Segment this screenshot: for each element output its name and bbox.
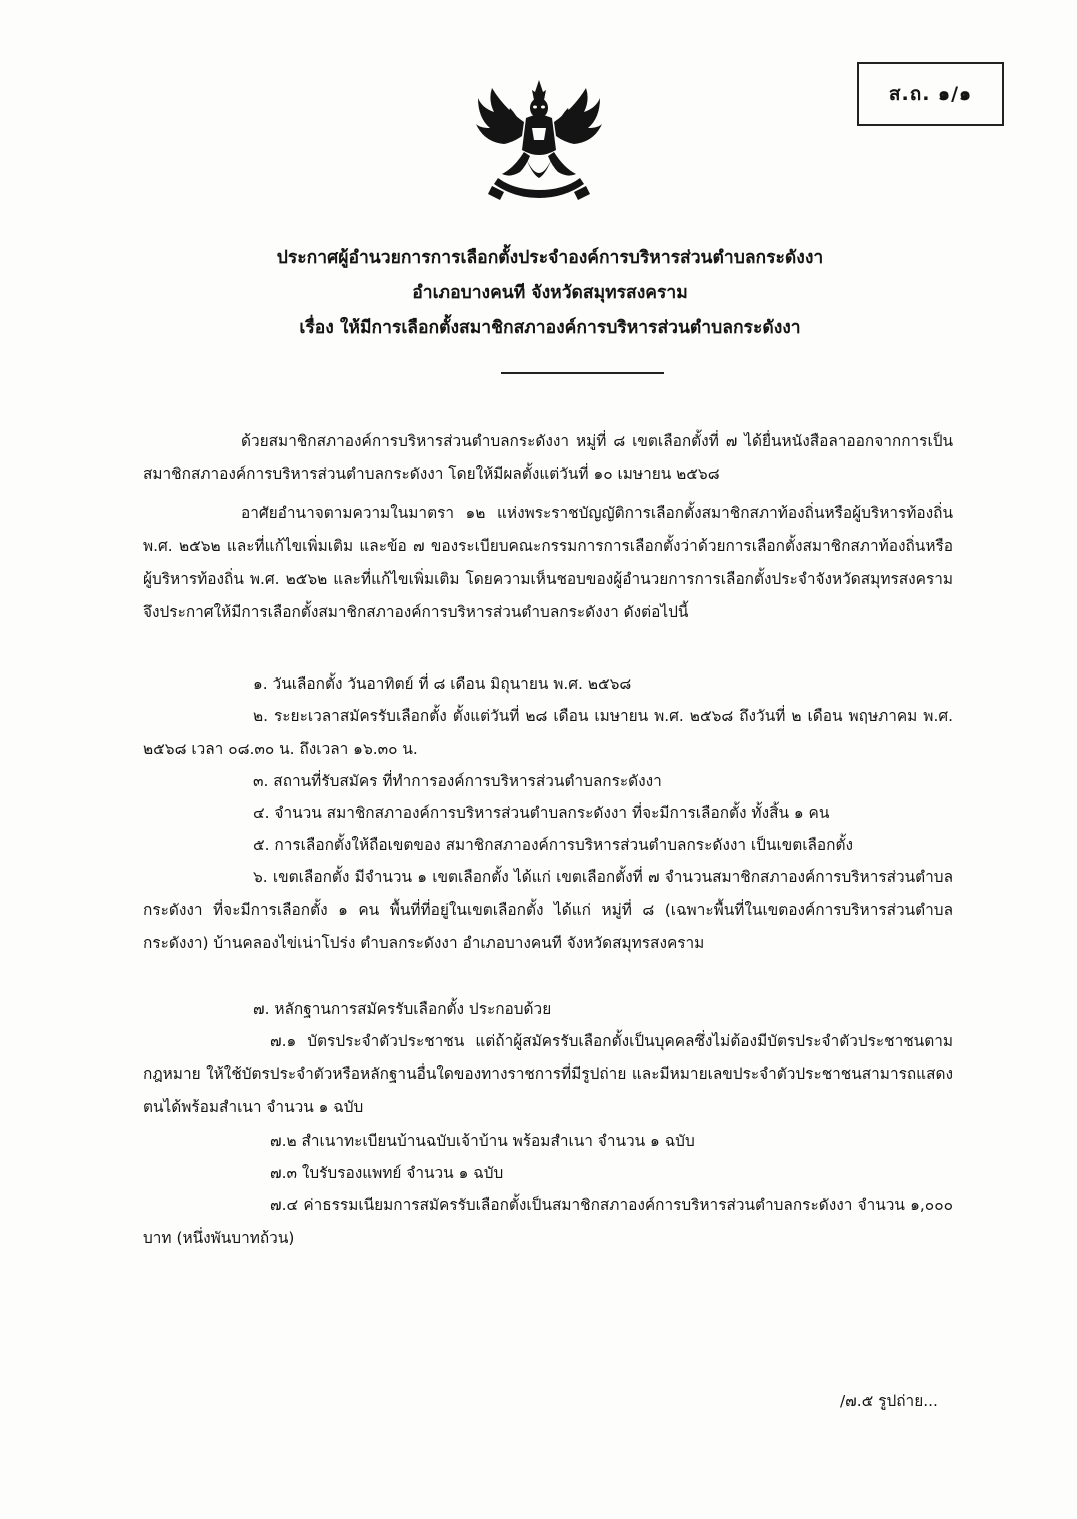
form-code-box (857, 62, 1004, 126)
paragraph-text: ด้วยสมาชิกสภาองค์การบริหารส่วนตำบลกระดังงา หมู่ที่ ๘ เขตเลือกตั้งที่ ๗ ได้ยื่นหนังสือลาออกจากการเป็นสมาชิกสภาองค์การบริหารส่วนตำบลกระดังงา โดยให้มีผลตั้งแต่วันที่ ๑๐ เมษายน ๒๕๖๘ (143, 432, 953, 483)
announcement-subject: เรื่อง ให้มีการเลือกตั้งสมาชิกสภาองค์การบริหารส่วนตำบลกระดังงา (299, 318, 801, 338)
continuation-note: /๗.๕ รูปถ่าย... (840, 1392, 938, 1410)
item-required-documents: ๗. หลักฐานการสมัครรับเลือกตั้ง ประกอบด้วย (253, 1000, 552, 1018)
item-constituency-basis: ๕. การเลือกตั้งให้ถือเขตของ สมาชิกสภาองค์การบริหารส่วนตำบลกระดังงา เป็นเขตเลือกตั้ง (253, 836, 853, 854)
announcement-title: ประกาศผู้อำนวยการการเลือกตั้งประจำองค์การบริหารส่วนตำบลกระดังงา (276, 248, 824, 268)
garuda-emblem-icon (474, 78, 604, 206)
title-divider (501, 372, 664, 374)
item-election-date: ๑. วันเลือกตั้ง วันอาทิตย์ ที่ ๘ เดือน มิถุนายน พ.ศ. ๒๕๖๘ (253, 675, 632, 693)
subitem-application-fee: ๗.๔ ค่าธรรมเนียมการสมัครรับเลือกตั้งเป็นสมาชิกสภาองค์การบริหารส่วนตำบลกระดังงา จำนวน ๑,๐๐๐ บาท (หนึ่งพันบาทถ้วน) (143, 1196, 953, 1247)
form-code: ส.ถ. ๑/๑ (888, 83, 973, 105)
paragraph-text: อาศัยอำนาจตามความในมาตรา ๑๒ แห่งพระราชบัญญัติการเลือกตั้งสมาชิกสภาท้องถิ่นหรือผู้บริหารท้องถิ่น พ.ศ. ๒๕๖๒ และที่แก้ไขเพิ่มเติม และข้อ ๗ ของระเบียบคณะกรรมการการเลือกตั้งว่าด้วยการเลือกตั้งสมาชิกสภาท้องถิ่นหรือผู้บริหารท้องถิ่น พ.ศ. ๒๕๖๒ และที่แก้ไขเพิ่มเติม โดยความเห็นชอบของผู้อำนวยการการเลือกตั้งประจำจังหวัดสมุทรสงคราม จึงประกาศให้มีการเลือกตั้งสมาชิกสภาองค์การบริหารส่วนตำบลกระดังงา ดังต่อไปนี้ (143, 504, 953, 621)
item-application-period: ๒. ระยะเวลาสมัครรับเลือกตั้ง ตั้งแต่วันที่ ๒๘ เดือน เมษายน พ.ศ. ๒๕๖๘ ถึงวันที่ ๒ เดือน พฤษภาคม พ.ศ. ๒๕๖๘ เวลา ๐๘.๓๐ น. ถึงเวลา ๑๖.๓๐ น. (143, 707, 953, 758)
paragraph-resignation (143, 425, 953, 491)
announcement-district: อำเภอบางคนที จังหวัดสมุทรสงคราม (412, 283, 688, 303)
subitem-house-registration: ๗.๒ สำเนาทะเบียนบ้านฉบับเจ้าบ้าน พร้อมสำเนา จำนวน ๑ ฉบับ (270, 1132, 695, 1150)
subitem-id-card: ๗.๑ บัตรประจำตัวประชาชน แต่ถ้าผู้สมัครรับเลือกตั้งเป็นบุคคลซึ่งไม่ต้องมีบัตรประจำตัวประชาชนตามกฎหมาย ให้ใช้บัตรประจำตัวหรือหลักฐานอื่นใดของทางราชการที่มีรูปถ่าย และมีหมายเลขประจำตัวประชาชนสามารถแสดงตนได้พร้อมสำเนา จำนวน ๑ ฉบับ (143, 1032, 953, 1116)
item-application-place: ๓. สถานที่รับสมัคร ที่ทำการองค์การบริหารส่วนตำบลกระดังงา (253, 772, 662, 790)
paragraph-legal-basis (143, 497, 953, 629)
subitem-medical-certificate: ๗.๓ ใบรับรองแพทย์ จำนวน ๑ ฉบับ (270, 1164, 504, 1182)
item-member-count: ๔. จำนวน สมาชิกสภาองค์การบริหารส่วนตำบลกระดังงา ที่จะมีการเลือกตั้ง ทั้งสิ้น ๑ คน (253, 804, 830, 822)
item-constituency-detail: ๖. เขตเลือกตั้ง มีจำนวน ๑ เขตเลือกตั้ง ได้แก่ เขตเลือกตั้งที่ ๗ จำนวนสมาชิกสภาองค์การบริหารส่วนตำบลกระดังงา ที่จะมีการเลือกตั้ง ๑ คน พื้นที่ที่อยู่ในเขตเลือกตั้ง ได้แก่ หมู่ที่ ๘ (เฉพาะพื้นที่ในเขตองค์การบริหารส่วนตำบลกระดังงา) บ้านคลองไข่เน่าโปร่ง ตำบลกระดังงา อำเภอบางคนที จังหวัดสมุทรสงคราม (143, 868, 953, 952)
